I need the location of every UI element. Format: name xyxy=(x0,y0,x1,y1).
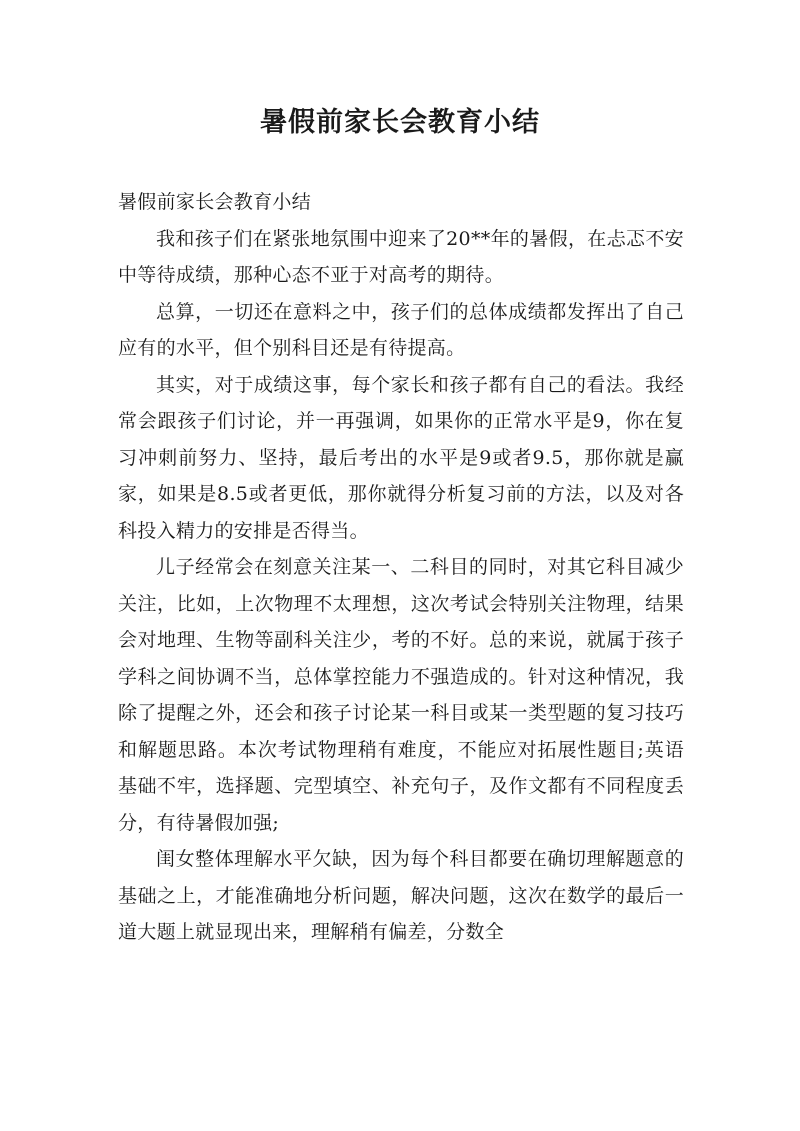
paragraph: 我和孩子们在紧张地氛围中迎来了20**年的暑假，在忐忑不安中等待成绩，那种心态不亚于对高考的期待。 xyxy=(118,227,684,286)
document-body xyxy=(118,184,684,951)
paragraph: 闺女整体理解水平欠缺，因为每个科目都要在确切理解题意的基础之上，才能准确地分析问题，解决问题，这次在数学的最后一道大题上就显现出来，理解稍有偏差，分数全 xyxy=(118,848,684,943)
paragraph: 其实，对于成绩这事，每个家长和孩子都有自己的看法。我经常会跟孩子们讨论，并一再强调，如果你的正常水平是9，你在复习冲刺前努力、坚持，最后考出的水平是9或者9.5，那你就是赢家，如果是8.5或者更低，那你就得分析复习前的方法，以及对各科投入精力的安排是否得当。 xyxy=(118,373,684,542)
paragraph: 暑假前家长会教育小结 xyxy=(118,191,312,213)
paragraph: 总算，一切还在意料之中，孩子们的总体成绩都发挥出了自己应有的水平，但个别科目还是有待提高。 xyxy=(118,300,684,359)
paragraph: 儿子经常会在刻意关注某一、二科目的同时，对其它科目减少关注，比如，上次物理不太理想，这次考试会特别关注物理，结果会对地理、生物等副科关注少，考的不好。总的来说，就属于孩子学科之间协调不当，总体掌控能力不强造成的。针对这种情况，我除了提醒之外，还会和孩子讨论某一科目或某一类型题的复习技巧和解题思路。本次考试物理稍有难度，不能应对拓展性题目;英语基础不牢，选择题、完型填空、补充句子，及作文都有不同程度丢分，有待暑假加强; xyxy=(118,556,684,834)
document-title: 暑假前家长会教育小结 xyxy=(260,107,540,138)
